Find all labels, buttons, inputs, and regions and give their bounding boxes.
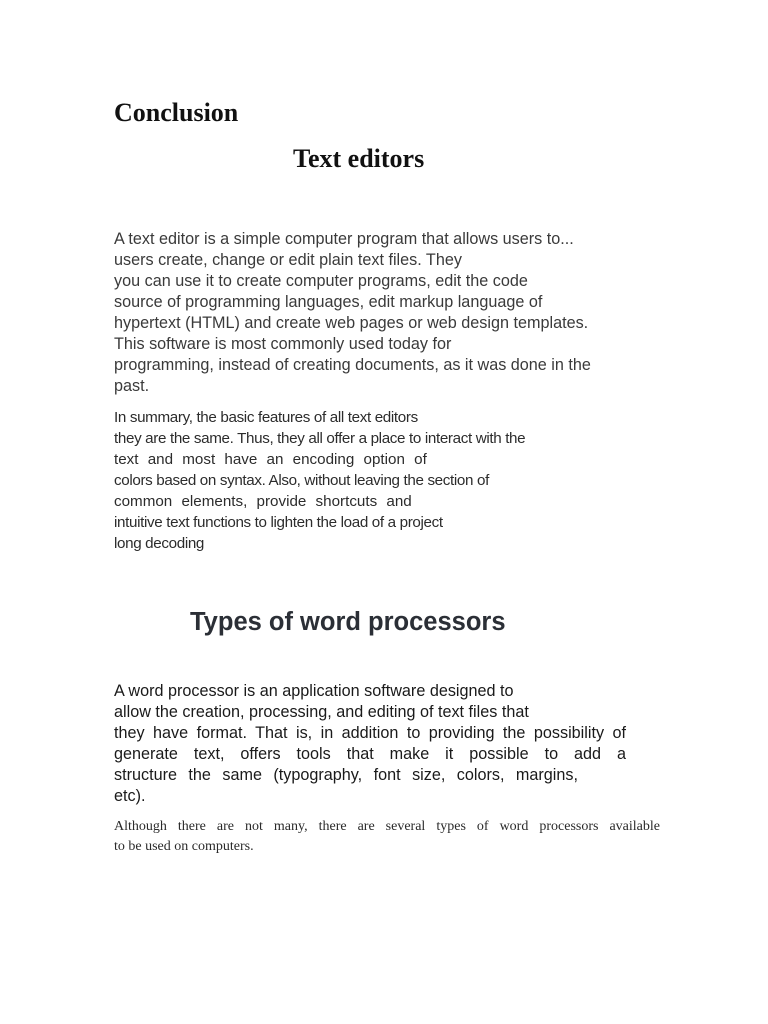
heading-text-editors: Text editors xyxy=(293,144,425,173)
paragraph-line: they are the same. Thus, they all offer a place to interact with the xyxy=(114,430,526,447)
paragraph-line: Although there are not many, there are several types of word processors available xyxy=(114,819,660,834)
paragraph-line: long decoding xyxy=(114,535,205,552)
paragraph-line: past. xyxy=(114,377,150,395)
paragraph-line: programming, instead of creating documents, as it was done in the xyxy=(114,356,591,374)
paragraph-line: etc). xyxy=(114,787,146,805)
paragraph-line: source of programming languages, edit markup language of xyxy=(114,293,543,311)
heading-conclusion: Conclusion xyxy=(114,98,239,127)
paragraph-line: they have format. That is, in addition to providing the possibility of xyxy=(114,724,626,742)
paragraph-line: This software is most commonly used today for xyxy=(114,335,452,353)
paragraph-line: structure the same (typography, font size, colors, margins, xyxy=(114,766,578,784)
paragraph-line: A text editor is a simple computer program that allows users to... xyxy=(114,230,574,248)
paragraph-line: colors based on syntax. Also, without leaving the section of xyxy=(114,472,489,489)
paragraph-line: intuitive text functions to lighten the load of a project xyxy=(114,514,443,531)
paragraph-line: allow the creation, processing, and editing of text files that xyxy=(114,703,529,721)
paragraph-line: common elements, provide shortcuts and xyxy=(114,493,412,510)
paragraph-line: text and most have an encoding option of xyxy=(114,451,427,468)
paragraph-line: users create, change or edit plain text files. They xyxy=(114,251,462,269)
paragraph-line: to be used on computers. xyxy=(114,839,254,854)
paragraph-line: you can use it to create computer programs, edit the code xyxy=(114,272,528,290)
paragraph-line: A word processor is an application software designed to xyxy=(114,682,514,700)
paragraph-line: generate text, offers tools that make it possible to add a xyxy=(114,745,626,763)
paragraph-line: In summary, the basic features of all text editors xyxy=(114,409,418,426)
heading-types-of-word-processors: Types of word processors xyxy=(190,608,506,636)
paragraph-line: hypertext (HTML) and create web pages or web design templates. xyxy=(114,314,589,332)
